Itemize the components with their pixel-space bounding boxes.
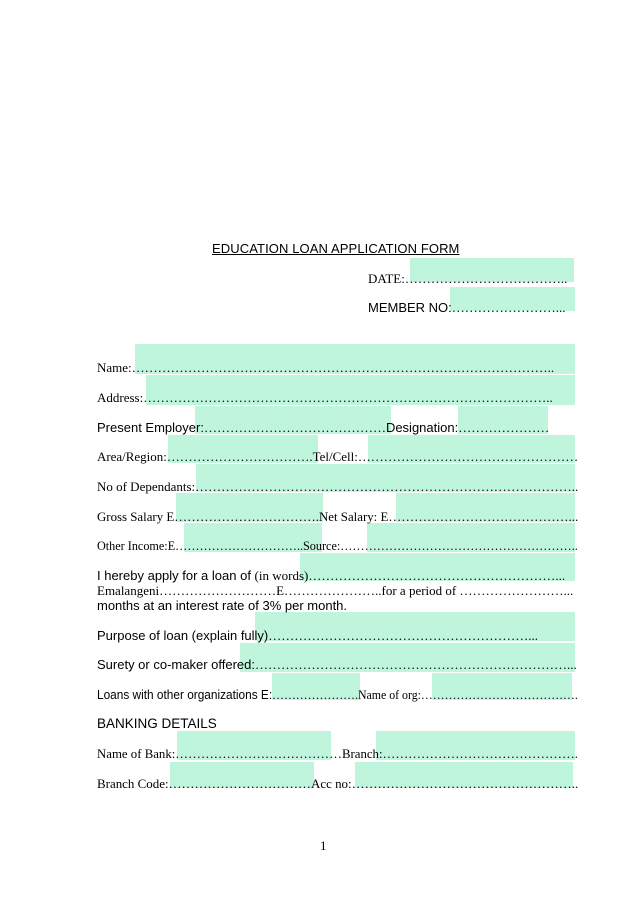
bank-dots: ………………………………… — [175, 746, 342, 761]
months-row — [97, 598, 347, 613]
emalangeni-row — [97, 583, 573, 598]
address-label: Address: — [97, 390, 144, 405]
bank-label: Name of Bank: — [97, 746, 176, 761]
dependants-dots: …………………………………………………………………………….. — [195, 479, 579, 494]
other-income-dots: ………………………….. — [175, 538, 304, 553]
address-dots: ………………………………………………………………………………….. — [143, 390, 553, 405]
apply-row — [97, 568, 565, 583]
acc-dots: …………………………………………….. — [351, 776, 579, 791]
designation-dots: ………………… — [458, 420, 550, 435]
area-label: Area/Region: — [97, 449, 167, 464]
org-label: Name of org: — [357, 687, 421, 702]
member-dots: ……………………... — [451, 300, 566, 315]
branch-label: Branch: — [341, 746, 383, 761]
employer-row — [97, 420, 549, 435]
banking-heading: BANKING DETAILS — [97, 716, 217, 731]
gross-dots: ……………………………. — [174, 509, 320, 524]
branch-dots: ………………………………………. — [382, 746, 578, 761]
date-row — [368, 271, 567, 286]
purpose-row — [97, 628, 538, 643]
gross-label: Gross Salary E — [97, 509, 175, 524]
apply-in-words: (in words) — [254, 568, 309, 583]
loans-row — [97, 687, 578, 702]
form-title: EDUCATION LOAN APPLICATION FORM — [212, 241, 460, 256]
dependants-label: No of Dependants: — [97, 479, 196, 494]
loans-dots: …………………. — [272, 687, 358, 702]
employer-dots: …………………………………… — [203, 420, 386, 435]
name-label: Name: — [97, 360, 132, 375]
surety-label: Surety or co-maker offered: — [97, 657, 255, 672]
member-row — [368, 300, 566, 315]
net-label: Net Salary: E — [319, 509, 389, 524]
bank-row — [97, 746, 578, 761]
emalangeni-text: Emalangeni………………………E…………………..for a period of ……………………... — [97, 583, 574, 598]
acc-label: Acc no: — [310, 776, 352, 791]
designation-label: Designation: — [385, 420, 459, 435]
date-label: DATE: — [368, 271, 405, 286]
other-income-label: Other Income:E — [97, 538, 176, 553]
net-dots: ……………………………………... — [388, 509, 579, 524]
page-number: 1 — [320, 838, 327, 853]
area-row — [97, 449, 578, 464]
surety-row — [97, 657, 577, 672]
branch-code-label: Branch Code: — [97, 776, 169, 791]
banking-heading-row — [97, 716, 217, 731]
dependants-row — [97, 479, 578, 494]
salary-row — [97, 509, 578, 524]
other-income-row — [97, 538, 578, 553]
apply-label: I hereby apply for a loan of — [97, 568, 255, 583]
member-label: MEMBER NO: — [368, 300, 452, 315]
area-dots: …………………………… — [166, 449, 310, 464]
org-dots: …………………………………. — [420, 687, 578, 702]
address-row — [97, 390, 553, 405]
branch-code-dots: …………………………… — [168, 776, 311, 791]
purpose-label: Purpose of loan (explain fully) — [97, 628, 269, 643]
branch-code-row — [97, 776, 578, 791]
surety-dots: ………………………………………………………………... — [255, 657, 577, 672]
loans-label: Loans with other organizations E: — [97, 687, 273, 702]
tel-dots: …………………………………………… — [357, 449, 579, 464]
name-row — [97, 360, 554, 375]
date-dots: ……………………………….. — [404, 271, 568, 286]
source-dots: ………………………………………………….. — [340, 538, 578, 553]
months-text: months at an interest rate of 3% per month. — [97, 598, 348, 613]
purpose-dots: ……………………………………………………... — [268, 628, 539, 643]
name-dots: …………………………………………………………………………………….. — [131, 360, 555, 375]
employer-label: Present Employer: — [97, 420, 204, 435]
tel-label: .Tel/Cell: — [309, 449, 358, 464]
source-label: Source: — [303, 538, 341, 553]
apply-dots: …………………………………………………... — [308, 568, 566, 583]
